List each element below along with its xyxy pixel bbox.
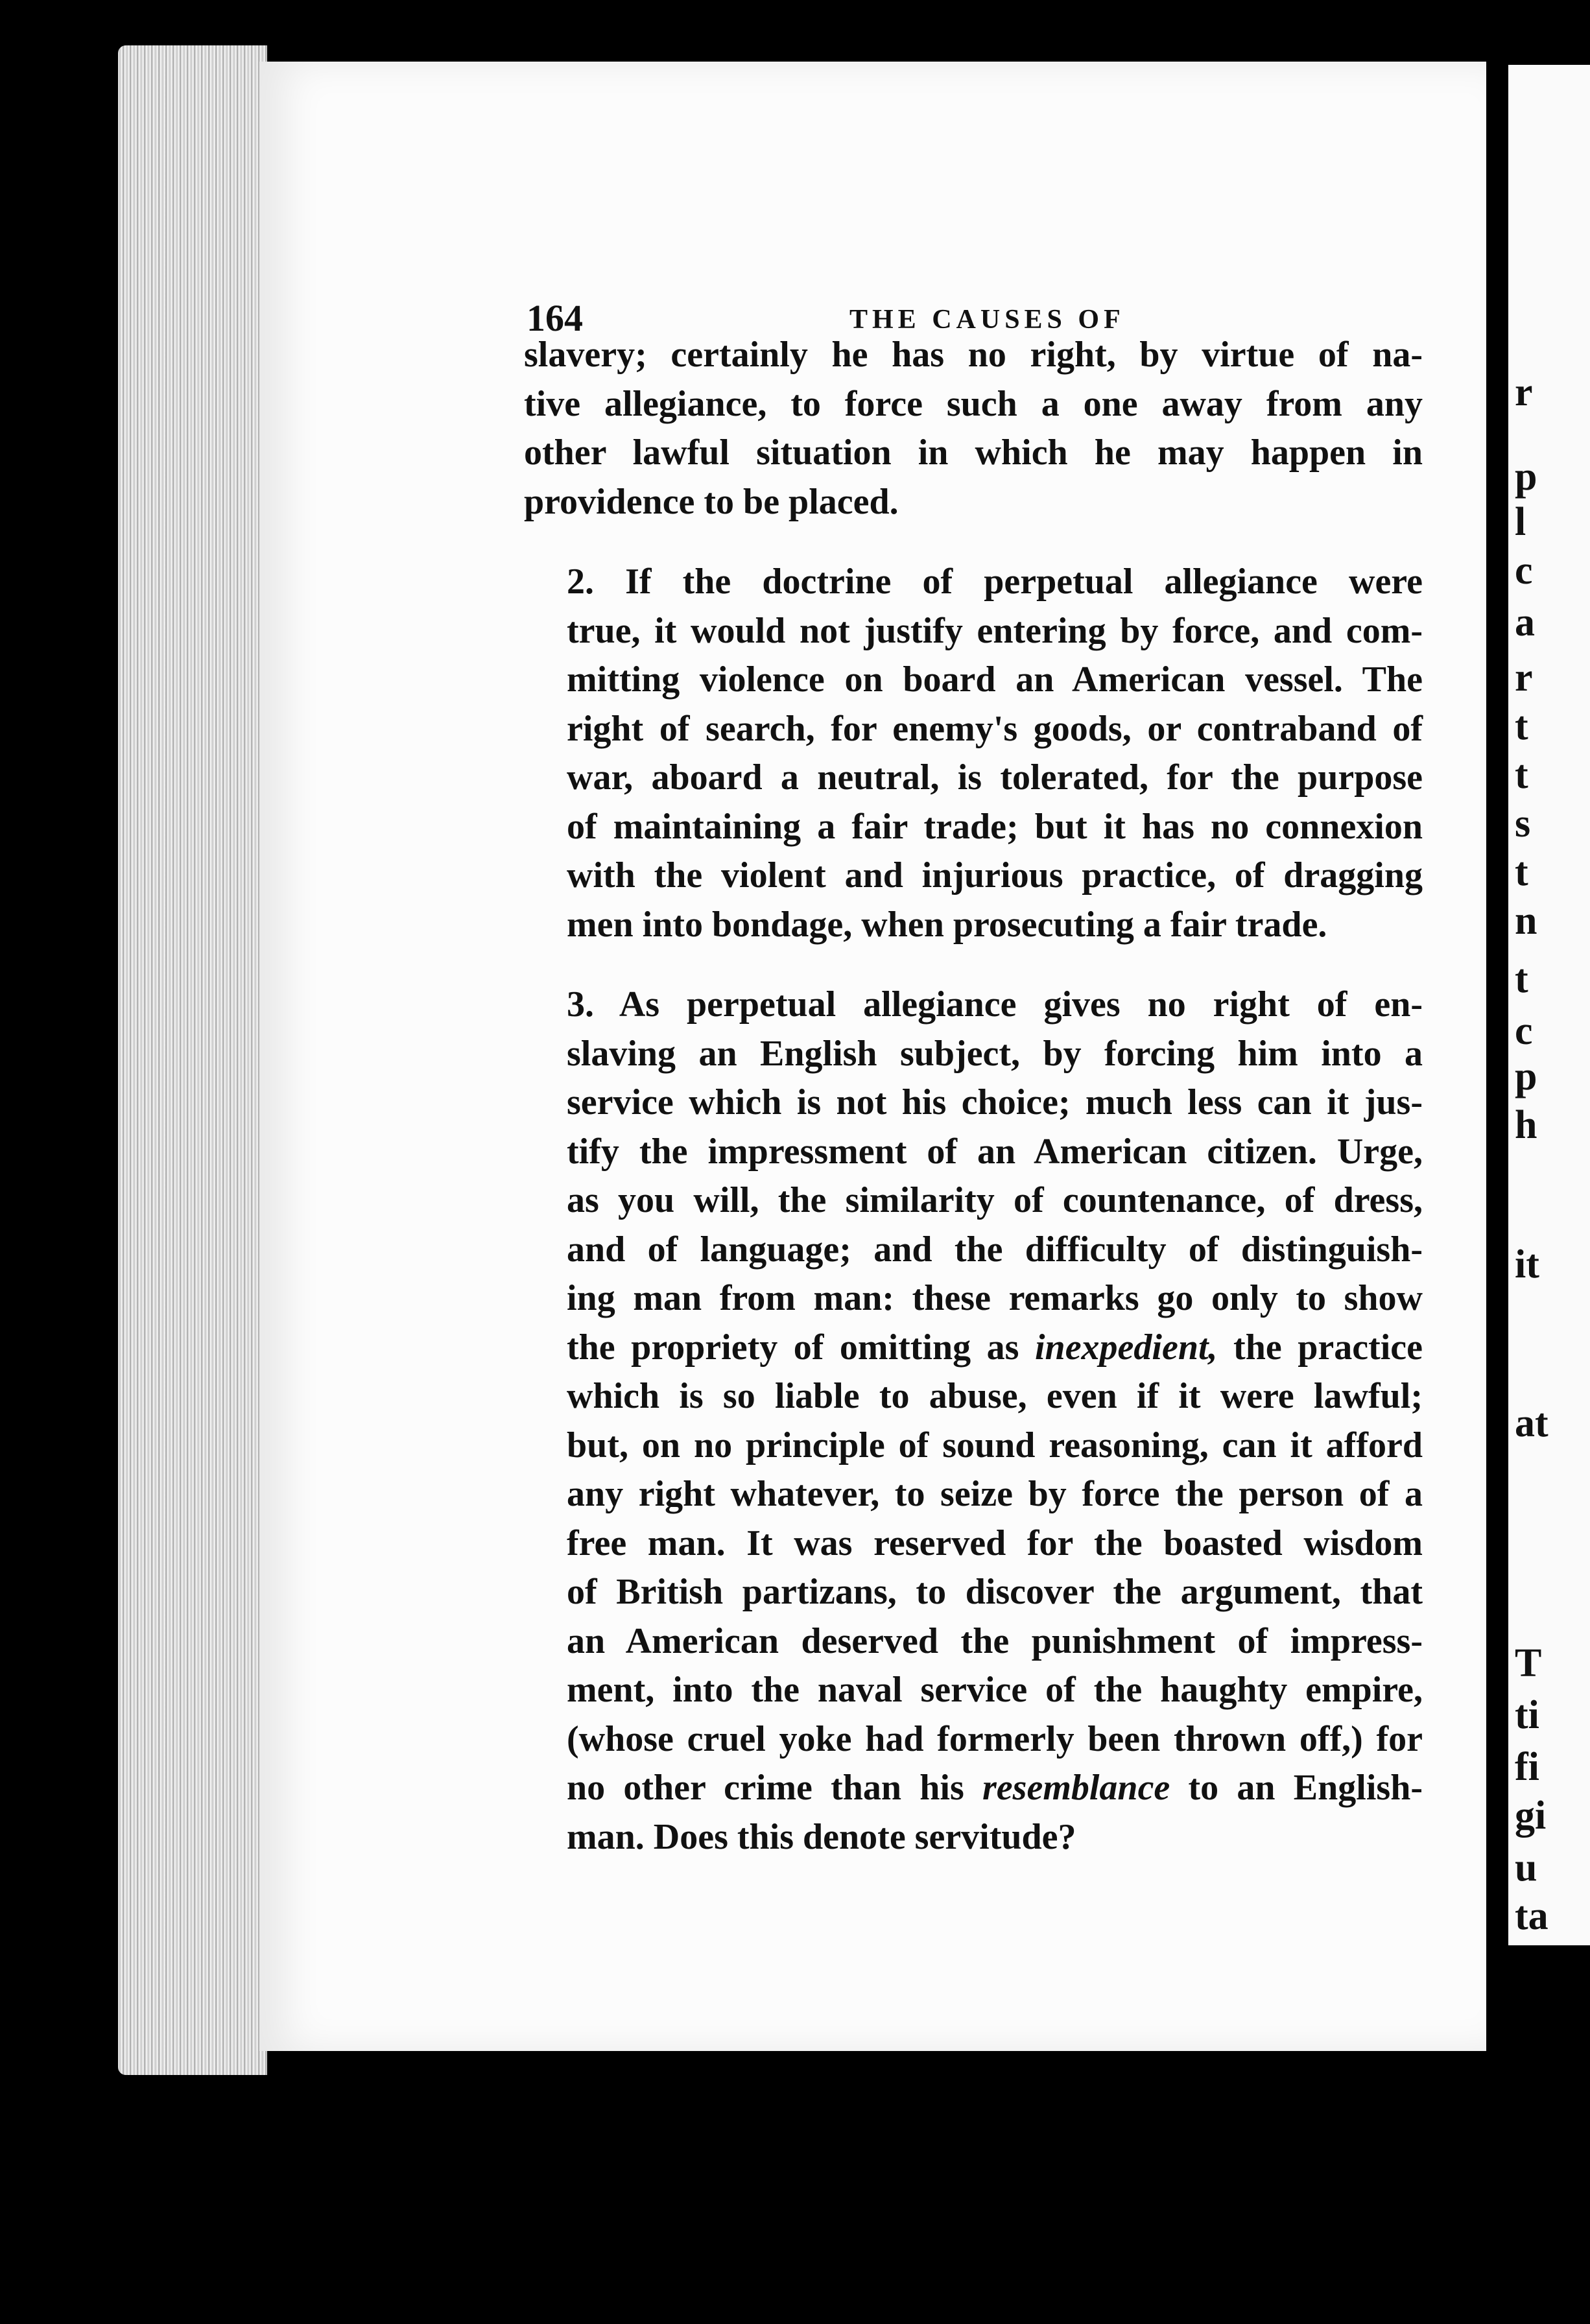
text-line: ment, into the naval service of the haughty empire,	[567, 1670, 1423, 1710]
paragraph-2	[524, 558, 1423, 949]
facing-page-fragment: t	[1515, 704, 1528, 748]
text-line: right of search, for enemy's goods, or contraband of	[567, 708, 1423, 749]
paragraph-3	[524, 980, 1423, 1862]
paragraph-1	[524, 331, 1423, 527]
facing-page-fragment: u	[1515, 1845, 1537, 1890]
italic-text: resemblance	[982, 1768, 1170, 1808]
facing-page-fragment: a	[1515, 600, 1535, 645]
text-line: no other crime than his resemblance to an English-	[567, 1768, 1423, 1808]
text-line: 2. If the doctrine of perpetual allegiance were	[567, 562, 1423, 602]
facing-page-fragment: it	[1515, 1242, 1539, 1286]
facing-page-fragment: l	[1515, 500, 1526, 544]
book-gutter	[1486, 62, 1510, 2051]
facing-page-fragment: r	[1515, 370, 1533, 414]
text-line: with the violent and injurious practice, of dragging	[567, 855, 1423, 895]
body-text	[524, 331, 1423, 1893]
text-line: 3. As perpetual allegiance gives no right of en-	[567, 984, 1423, 1025]
facing-page-fragment: n	[1515, 899, 1537, 943]
facing-page-fragment: ta	[1515, 1894, 1548, 1938]
facing-page-fragment: p	[1515, 1054, 1537, 1098]
text-line: man. Does this denote servitude?	[567, 1816, 1076, 1857]
text-line: tive allegiance, to force such a one away from any	[524, 383, 1423, 424]
text-line: free man. It was reserved for the boasted wisdom	[567, 1523, 1423, 1563]
text-line: tify the impressment of an American citizen. Urge,	[567, 1131, 1423, 1172]
text-line: of maintaining a fair trade; but it has no connexion	[567, 806, 1423, 847]
text-line: as you will, the similarity of countenance, of dress,	[567, 1180, 1423, 1220]
text-line: an American deserved the punishment of impress-	[567, 1620, 1423, 1661]
text-line: and of language; and the difficulty of distinguish-	[567, 1229, 1423, 1270]
facing-page-fragment: t	[1515, 850, 1528, 894]
text-line: providence to be placed.	[524, 481, 899, 522]
text-line: men into bondage, when prosecuting a fair trade.	[567, 904, 1327, 945]
text-line: any right whatever, to seize by force the person of a	[567, 1474, 1423, 1514]
facing-page-fragment: fi	[1515, 1745, 1539, 1789]
facing-page-fragment: gi	[1515, 1794, 1547, 1838]
text-line: slaving an English subject, by forcing him into a	[567, 1033, 1423, 1074]
facing-page-fragment: h	[1515, 1103, 1537, 1147]
facing-page-fragment: at	[1515, 1401, 1548, 1445]
facing-page-fragment: t	[1515, 753, 1528, 797]
text-line: other lawful situation in which he may happen in	[524, 433, 1423, 473]
text-line: slavery; certainly he has no right, by virtue of na-	[524, 335, 1423, 375]
page-number: 164	[527, 297, 583, 339]
facing-page-fragment: p	[1515, 455, 1537, 499]
facing-page-fragment: c	[1515, 1009, 1533, 1053]
text-line: which is so liable to abuse, even if it were lawful;	[567, 1376, 1423, 1416]
text-line: (whose cruel yoke had formerly been thrown off,) for	[567, 1718, 1423, 1759]
book-page-edges	[118, 45, 267, 2075]
italic-text: inexpedient,	[1034, 1327, 1218, 1368]
text-line: true, it would not justify entering by force, and com-	[567, 610, 1423, 651]
text-line: ing man from man: these remarks go only to show	[567, 1278, 1423, 1318]
text-line: but, on no principle of sound reasoning, can it afford	[567, 1425, 1423, 1465]
facing-page-fragment: T	[1515, 1641, 1542, 1685]
text-line: the propriety of omitting as inexpedient, the practice	[567, 1327, 1423, 1368]
facing-page-fragment: c	[1515, 549, 1533, 593]
text-line: mitting violence on board an American vessel. The	[567, 659, 1423, 700]
running-title: THE CAUSES OF	[849, 305, 1125, 335]
facing-page-fragment: s	[1515, 801, 1531, 846]
facing-page-fragment: t	[1515, 957, 1528, 1001]
facing-page-fragment: r	[1515, 656, 1533, 700]
facing-page-fragment: ti	[1515, 1693, 1539, 1737]
text-line: war, aboard a neutral, is tolerated, for the purpose	[567, 757, 1423, 798]
text-line: of British partizans, to discover the argument, that	[567, 1572, 1423, 1612]
facing-page-edge	[1508, 65, 1590, 1945]
text-line: service which is not his choice; much less can it jus-	[567, 1082, 1423, 1122]
